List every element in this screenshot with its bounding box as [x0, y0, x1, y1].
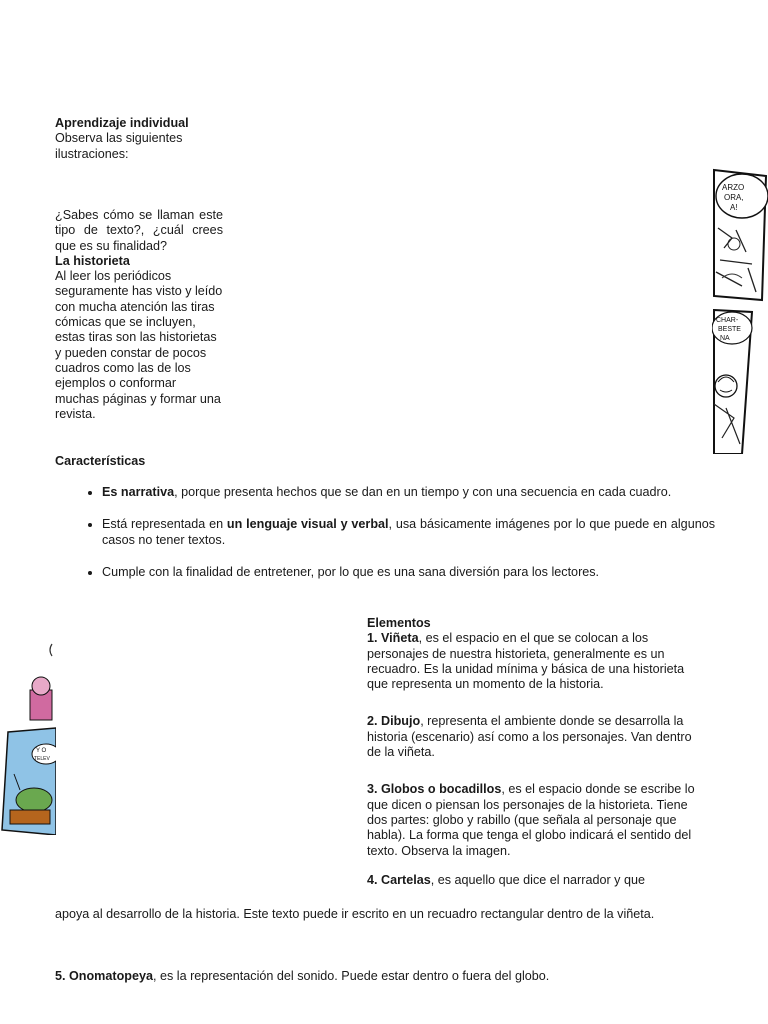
- list-item: [102, 517, 715, 548]
- list-item: [102, 565, 715, 580]
- comic-balloon-text: ORA,: [724, 193, 744, 202]
- comic-strip-right: [712, 168, 768, 454]
- question-block: [55, 208, 223, 422]
- elemento-title: 5. Onomatopeya: [55, 969, 153, 983]
- elemento-dibujo: [367, 714, 707, 760]
- item-text: , porque presenta hechos que se dan en un tiempo y con una secuencia en cada cuadro.: [174, 485, 672, 499]
- question-text: ¿Sabes cómo se llaman este tipo de texto?, ¿cuál crees que es su finalidad?: [55, 208, 223, 253]
- elemento-vineta: [367, 631, 707, 692]
- historieta-heading: La historieta: [55, 253, 130, 268]
- comic-balloon-text: BESTE: [718, 326, 741, 333]
- comic-balloon-text: CHAR-: [716, 317, 739, 324]
- cartelas-continuation: apoya al desarrollo de la historia. Este texto puede ir escrito en un recuadro rectangular dentro de la viñeta.: [55, 907, 655, 921]
- elemento-text: , es la representación del sonido. Puede estar dentro o fuera del globo.: [152, 969, 550, 983]
- intro-block: [55, 116, 223, 162]
- elemento-cartelas: [367, 873, 707, 888]
- caracteristicas-heading: Características: [55, 454, 146, 468]
- elemento-text: , es aquello que dice el narrador y que: [430, 872, 645, 887]
- comic-strip-left: [0, 640, 56, 835]
- elemento-title: 2. Dibujo: [367, 714, 421, 729]
- list-item: [102, 485, 715, 500]
- item-text: Está representada en: [102, 517, 227, 532]
- elemento-onomatopeya: [55, 969, 715, 984]
- elementos-heading: Elementos: [367, 616, 431, 630]
- elemento-text: , representa el ambiente donde se desarrolla la historia (escenario) así como a los personajes. Van dentro de la viñeta.: [367, 714, 692, 760]
- item-bold: Es narrativa: [102, 485, 175, 499]
- elementos-block: [367, 616, 707, 888]
- comic-balloon-text: NA: [720, 335, 730, 342]
- item-bold: un lenguaje visual y verbal: [226, 517, 389, 532]
- comic-balloon-text: TELEV: [34, 756, 50, 762]
- intro-text: Observa las siguientes ilustraciones:: [55, 131, 183, 161]
- caracteristicas-list: [55, 485, 715, 597]
- historieta-text: Al leer los periódicos seguramente has visto y leído con mucha atención las tiras cómicas que se incluyen, estas tiras son las historietas y pueden constar de pocos cuadros como las de los ejemplos o conformar muchas páginas y formar una revista.: [55, 269, 223, 421]
- intro-heading: Aprendizaje individual: [55, 116, 189, 130]
- comic-illustration-right: [712, 168, 768, 454]
- elemento-text: , es el espacio en el que se colocan a los personajes de nuestra historieta, generalmente es un recuadro. Es la unidad mínima y básica de una historieta que representa un momento de la historia.: [367, 631, 685, 692]
- item-text: , usa básicamente imágenes por lo que puede en algunos casos no tener textos.: [102, 517, 716, 547]
- elemento-text: , es el espacio donde se escribe lo que dicen o piensan los personajes de la historieta. Tiene dos partes: globo y rabillo (que señala al personaje que habla). La forma que tenga el globo indicará el sentido del texto. Observa la imagen.: [367, 782, 695, 858]
- elemento-title: 4. Cartelas: [367, 872, 431, 887]
- elemento-globos: [367, 782, 707, 858]
- elemento-title: 3. Globos o bocadillos: [367, 782, 502, 797]
- comic-balloon-text: A!: [730, 203, 738, 212]
- comic-balloon-text: ARZO: [722, 183, 745, 192]
- comic-illustration-left: [0, 640, 56, 835]
- elemento-title: 1. Viñeta: [367, 631, 419, 646]
- comic-balloon-text: Y O: [36, 748, 47, 754]
- item-text: Cumple con la finalidad de entretener, por lo que es una sana diversión para los lectores.: [102, 564, 600, 579]
